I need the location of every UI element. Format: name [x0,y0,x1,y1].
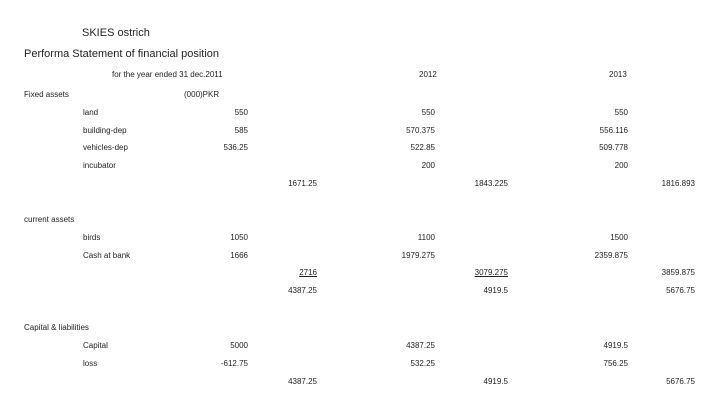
capital-total-2013: 5676.75 [666,377,695,386]
current-assets-total-2013: 3859.875 [661,268,695,277]
row-label-vehicles: vehicles-dep [83,143,128,152]
row-label-building: building-dep [83,126,127,135]
statement-title: Performa Statement of financial position [24,48,220,60]
capital-total-2011: 4387.25 [288,377,317,386]
value-2013: 550 [614,108,628,117]
year-2013-header: 2013 [609,70,627,79]
current-assets-total-2011: 2716 [299,268,317,277]
current-assets-heading: current assets [24,215,75,224]
row-label-incubator: incubator [83,161,116,170]
row-label-cash: Cash at bank [83,251,131,260]
value-2011: 5000 [230,341,248,350]
unit-label: (000)PKR [184,90,220,99]
capital-liabilities-heading: Capital & liabilities [24,323,89,332]
fixed-assets-heading: Fixed assets [24,90,69,99]
fixed-assets-total-2011: 1671.25 [288,179,317,188]
value-2013: 756.25 [603,359,628,368]
value-2013: 200 [614,161,628,170]
value-2012: 1100 [417,233,435,242]
value-2013: 4919.5 [603,341,628,350]
value-2012: 1979.275 [401,251,435,260]
row-label-birds: birds [83,233,101,242]
value-2012: 522.85 [410,143,435,152]
value-2012: 532.25 [410,359,435,368]
total-assets-2013: 5676.75 [666,286,695,295]
total-assets-2011: 4387.25 [288,286,317,295]
total-assets-2012: 4919.5 [483,286,508,295]
row-label-capital: Capital [83,341,108,350]
row-label-loss: loss [83,359,98,368]
row-label-land: land [83,108,99,117]
value-2011: 1666 [230,251,248,260]
value-2011: -612.75 [220,359,248,368]
value-2012: 570.375 [406,126,435,135]
value-2012: 4387.25 [406,341,435,350]
fixed-assets-total-2012: 1843.225 [474,179,508,188]
company-name: SKIES ostrich [82,27,150,39]
value-2011: 585 [234,126,248,135]
value-2013: 509.778 [599,143,628,152]
value-2012: 200 [421,161,435,170]
current-assets-total-2012: 3079.275 [474,268,508,277]
value-2013: 2359.875 [594,251,628,260]
value-2012: 550 [421,108,435,117]
value-2011: 1050 [230,233,248,242]
fixed-assets-total-2013: 1816.893 [661,179,695,188]
value-2013: 1500 [610,233,628,242]
capital-total-2012: 4919.5 [483,377,508,386]
year-2012-header: 2012 [419,70,437,79]
value-2011: 536.25 [223,143,248,152]
value-2013: 556.116 [599,126,628,135]
value-2011: 550 [234,108,248,117]
period-label: for the year ended 31 dec.2011 [112,70,223,79]
